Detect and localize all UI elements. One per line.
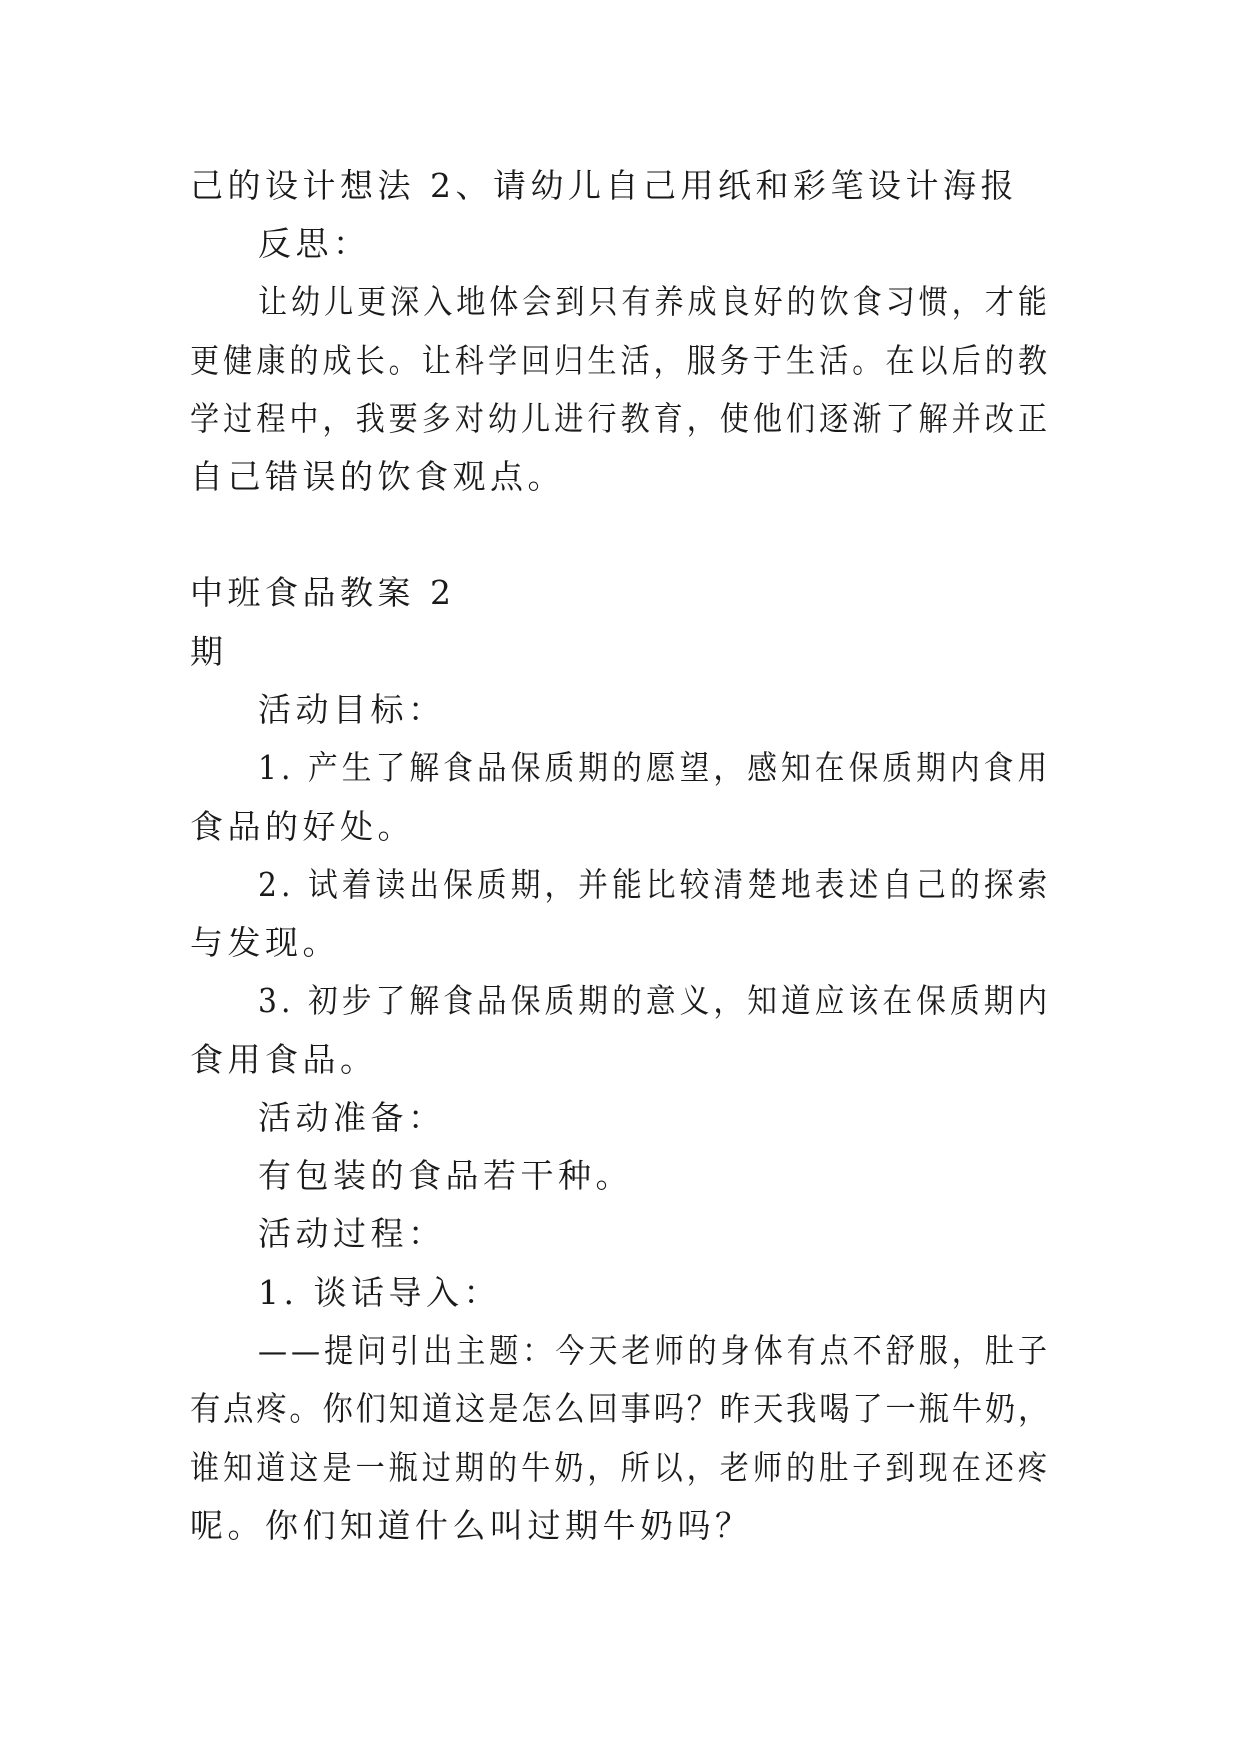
text-line: 3. 初步了解食品保质期的意义，知道应该在保质期内 [258, 981, 1052, 1020]
text-line: 1. 谈话导入： [258, 1273, 501, 1312]
text-line: 有包装的食品若干种。 [258, 1156, 633, 1195]
text-line: 食品的好处。 [190, 807, 415, 846]
text-line: 己的设计想法 2、请幼儿自己用纸和彩笔设计海报 [190, 166, 1018, 205]
text-line: 谁知道这是一瓶过期的牛奶，所以，老师的肚子到现在还疼 [190, 1448, 1051, 1487]
text-line: 1. 产生了解食品保质期的愿望，感知在保质期内食用 [258, 748, 1052, 787]
text-line: 让幼儿更深入地体会到只有养成良好的饮食习惯，才能 [258, 282, 1051, 321]
text-line: 学过程中，我要多对幼儿进行教育，使他们逐渐了解并改正 [190, 399, 1051, 438]
text-line: 期 [190, 632, 228, 671]
text-line: 食用食品。 [190, 1040, 378, 1079]
section-heading-preparation: 活动准备： [258, 1098, 446, 1137]
text-line: 更健康的成长。让科学回归生活，服务于生活。在以后的教 [190, 341, 1051, 380]
section-heading-reflection: 反思： [258, 224, 371, 263]
text-line: 与发现。 [190, 923, 340, 962]
section-heading-goals: 活动目标： [258, 690, 446, 729]
lesson-title: 中班食品教案 2 [190, 573, 456, 612]
text-line: ——提问引出主题：今天老师的身体有点不舒服，肚子 [258, 1331, 1051, 1370]
text-line: 呢。你们知道什么叫过期牛奶吗？ [190, 1506, 753, 1545]
text-line: 2. 试着读出保质期，并能比较清楚地表述自己的探索 [258, 865, 1052, 904]
text-line: 有点疼。你们知道这是怎么回事吗？昨天我喝了一瓶牛奶， [190, 1389, 1052, 1428]
text-line: 自己错误的饮食观点。 [190, 457, 565, 496]
section-heading-process: 活动过程： [258, 1214, 446, 1253]
